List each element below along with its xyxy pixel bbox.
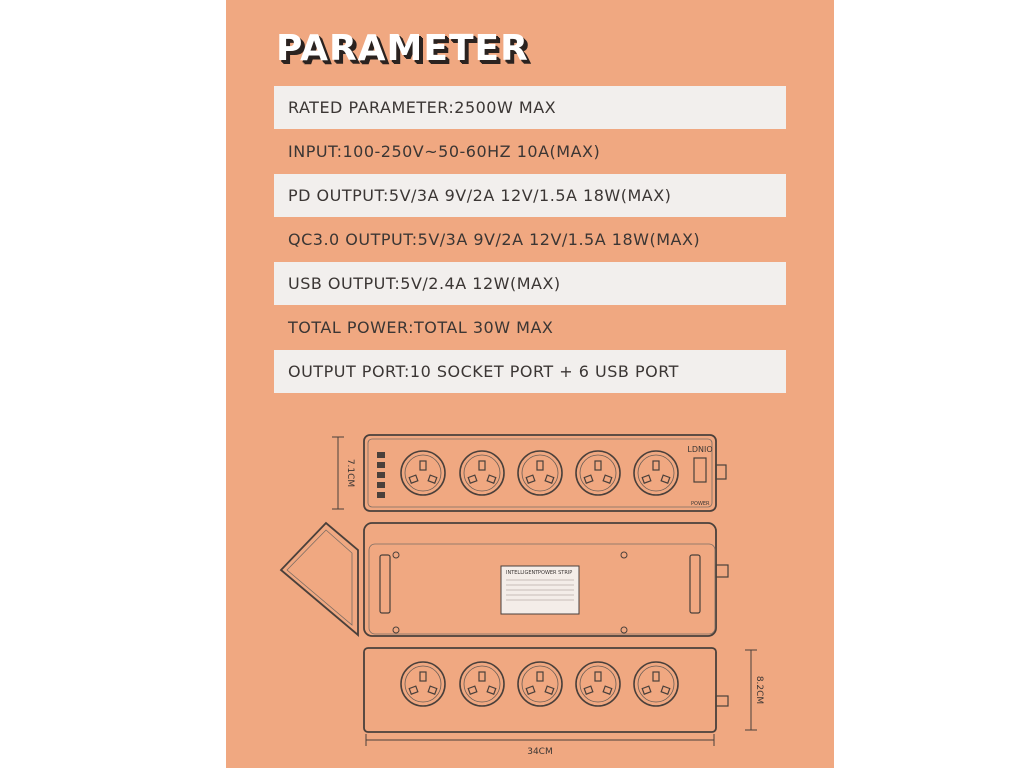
socket-icon <box>634 451 678 495</box>
label-title: INTELLIGENT <box>506 570 539 576</box>
parameter-row <box>274 306 786 349</box>
parameter-list <box>274 86 786 394</box>
socket-icon <box>401 451 445 495</box>
label-subtitle: POWER STRIP <box>538 570 573 576</box>
strip-side-view <box>281 523 358 635</box>
parameter-text: INPUT:100-250V~50-60HZ 10A(MAX) <box>288 142 601 161</box>
usb-ports <box>377 452 385 498</box>
parameter-text: QC3.0 OUTPUT:5V/3A 9V/2A 12V/1.5A 18W(MAX) <box>288 230 701 249</box>
socket-icon <box>460 451 504 495</box>
socket-icon <box>634 662 678 706</box>
socket-icon <box>401 662 445 706</box>
length-label: 34CM <box>527 747 553 757</box>
socket-icon <box>460 662 504 706</box>
power-strip-diagram <box>226 420 834 768</box>
brand-logo: LDNIO <box>687 445 713 454</box>
socket-icon <box>518 451 562 495</box>
parameter-row <box>274 174 786 217</box>
product-info-panel <box>226 0 834 768</box>
strip-top-view <box>332 435 726 511</box>
parameter-row <box>274 262 786 305</box>
parameter-text: TOTAL POWER:TOTAL 30W MAX <box>288 318 554 337</box>
parameter-row <box>274 86 786 129</box>
height-label: 7.1CM <box>345 458 355 488</box>
parameter-text: PD OUTPUT:5V/3A 9V/2A 12V/1.5A 18W(MAX) <box>288 186 672 205</box>
parameter-row <box>274 130 786 173</box>
parameter-text: RATED PARAMETER:2500W MAX <box>288 98 557 117</box>
parameter-row <box>274 218 786 261</box>
power-switch <box>694 458 706 482</box>
strip-bottom-view <box>364 523 728 636</box>
socket-icon <box>576 662 620 706</box>
power-label: POWER <box>691 501 710 507</box>
socket-icon <box>518 662 562 706</box>
socket-icon <box>576 451 620 495</box>
parameter-text: OUTPUT PORT:10 SOCKET PORT + 6 USB PORT <box>288 362 679 381</box>
page-title: PARAMETER <box>276 28 529 69</box>
parameter-text: USB OUTPUT:5V/2.4A 12W(MAX) <box>288 274 561 293</box>
strip-front-view <box>364 648 764 757</box>
parameter-row <box>274 350 786 393</box>
height-label: 8.2CM <box>754 675 764 705</box>
